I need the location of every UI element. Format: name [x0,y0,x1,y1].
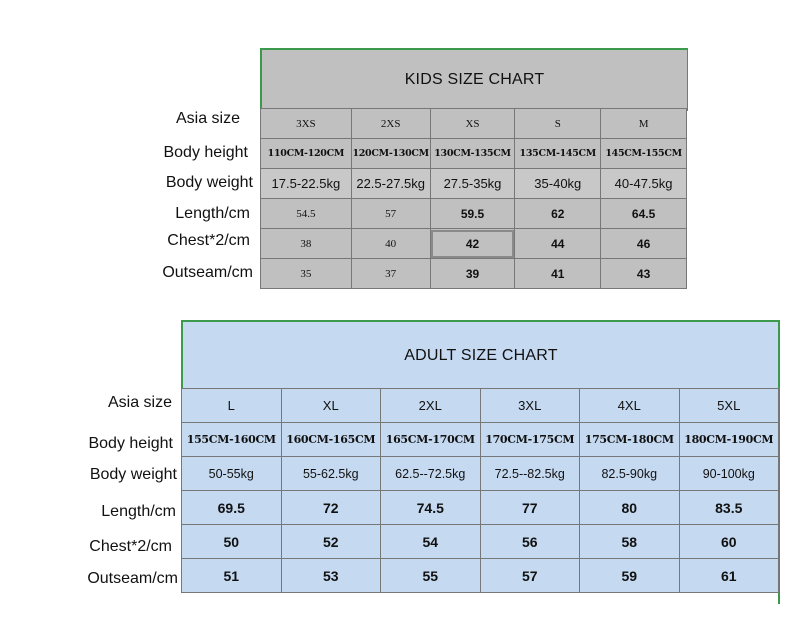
adult-height-cell: 160CM-165CM [281,423,381,457]
adult-size-cell: XL [281,389,381,423]
kids-height-cell: 130CM-135CM [430,139,515,169]
kids-height-cell: 120CM-130CM [351,139,430,169]
kids-chest-cell: 44 [515,229,601,259]
kids-outseam-cell: 41 [515,259,601,289]
table-row [261,199,687,229]
kids-size-table [260,108,687,289]
adult-outseam-cell: 57 [480,559,580,593]
adult-outseam-cell: 55 [381,559,481,593]
kids-length-cell: 57 [351,199,430,229]
kids-label-length: Length/cm [175,205,250,222]
adult-chest-cell: 54 [381,525,481,559]
kids-label-chest: Chest*2/cm [167,232,250,249]
adult-height-cell: 180CM-190CM [679,423,779,457]
adult-length-cell: 80 [580,491,680,525]
adult-label-body-height: Body height [88,435,173,452]
table-row [261,109,687,139]
adult-height-cell: 165CM-170CM [381,423,481,457]
adult-length-cell: 72 [281,491,381,525]
adult-label-length: Length/cm [101,503,176,520]
kids-label-body-weight: Body weight [165,174,253,191]
adult-height-cell: 175CM-180CM [580,423,680,457]
kids-size-cell: XS [430,109,515,139]
adult-outseam-cell: 51 [182,559,282,593]
adult-weight-cell: 62.5--72.5kg [381,457,481,491]
kids-weight-cell: 27.5-35kg [430,169,515,199]
kids-length-cell: 64.5 [601,199,687,229]
adult-size-cell: 4XL [580,389,680,423]
kids-weight-cell: 35-40kg [515,169,601,199]
adult-outseam-cell: 61 [679,559,779,593]
kids-chest-cell: 42 [430,229,515,259]
kids-label-body-height: Body height [163,144,248,161]
adult-size-table [181,388,779,593]
adult-size-cell: 5XL [679,389,779,423]
adult-height-cell: 170CM-175CM [480,423,580,457]
kids-label-asia-size: Asia size [175,110,240,127]
adult-size-cell: L [182,389,282,423]
kids-size-cell: 3XS [261,109,352,139]
adult-label-body-weight: Body weight [89,466,177,483]
adult-weight-cell: 55-62.5kg [281,457,381,491]
adult-label-asia-size: Asia size [107,394,172,411]
kids-outseam-cell: 37 [351,259,430,289]
kids-chest-cell: 46 [601,229,687,259]
table-row [261,139,687,169]
adult-outseam-cell: 53 [281,559,381,593]
table-row [182,457,779,491]
kids-outseam-cell: 43 [601,259,687,289]
adult-size-cell: 3XL [480,389,580,423]
adult-chest-cell: 60 [679,525,779,559]
kids-chest-cell: 40 [351,229,430,259]
kids-outseam-cell: 35 [261,259,352,289]
table-row [182,423,779,457]
adult-length-cell: 74.5 [381,491,481,525]
table-row [182,559,779,593]
adult-chest-cell: 56 [480,525,580,559]
adult-label-chest: Chest*2/cm [89,538,172,555]
adult-weight-cell: 72.5--82.5kg [480,457,580,491]
kids-weight-cell: 22.5-27.5kg [351,169,430,199]
kids-length-cell: 62 [515,199,601,229]
kids-size-cell: 2XS [351,109,430,139]
adult-label-outseam: Outseam/cm [87,570,178,587]
adult-weight-cell: 90-100kg [679,457,779,491]
kids-height-cell: 145CM-155CM [601,139,687,169]
adult-length-cell: 77 [480,491,580,525]
kids-height-cell: 135CM-145CM [515,139,601,169]
kids-height-cell: 110CM-120CM [261,139,352,169]
adult-chest-cell: 52 [281,525,381,559]
kids-length-cell: 54.5 [261,199,352,229]
kids-size-cell: S [515,109,601,139]
kids-weight-cell: 40-47.5kg [601,169,687,199]
table-row [182,491,779,525]
kids-weight-cell: 17.5-22.5kg [261,169,352,199]
adult-length-cell: 69.5 [182,491,282,525]
kids-size-cell: M [601,109,687,139]
adult-length-cell: 83.5 [679,491,779,525]
adult-height-cell: 155CM-160CM [182,423,282,457]
table-row [261,259,687,289]
table-row [261,169,687,199]
adult-outseam-cell: 59 [580,559,680,593]
table-row [261,229,687,259]
adult-weight-cell: 82.5-90kg [580,457,680,491]
kids-chart-title: KIDS SIZE CHART [404,71,545,88]
adult-weight-cell: 50-55kg [182,457,282,491]
kids-outseam-cell: 39 [430,259,515,289]
adult-chest-cell: 50 [182,525,282,559]
adult-chest-cell: 58 [580,525,680,559]
kids-chest-cell: 38 [261,229,352,259]
kids-length-cell: 59.5 [430,199,515,229]
adult-chart-title: ADULT SIZE CHART [404,347,558,364]
table-row [182,389,779,423]
kids-label-outseam: Outseam/cm [162,264,253,281]
adult-size-cell: 2XL [381,389,481,423]
table-row [182,525,779,559]
kids-chart-title-box [260,48,688,111]
adult-chart-title-box [181,320,780,391]
